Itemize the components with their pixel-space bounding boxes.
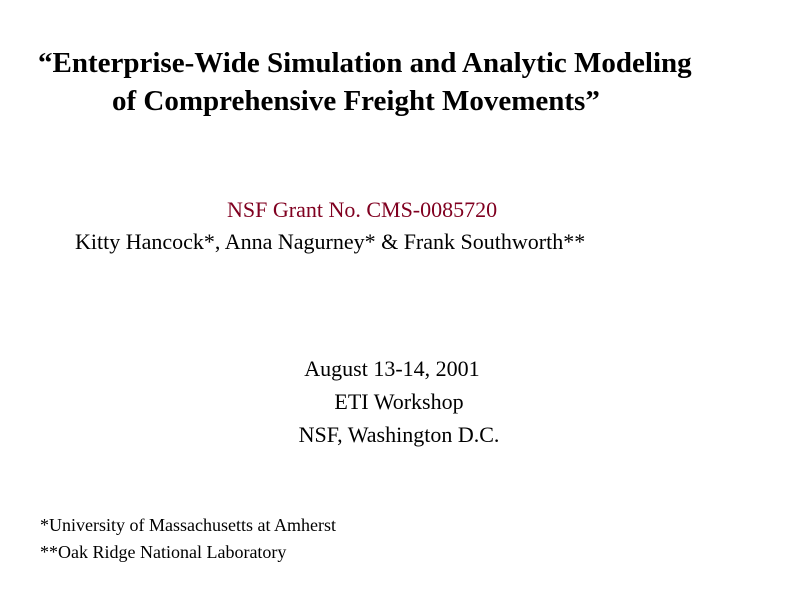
footnote-ornl: **Oak Ridge National Laboratory	[40, 542, 287, 562]
author-list: Kitty Hancock*, Anna Nagurney* & Frank Southworth**	[75, 229, 586, 254]
slide-title-line-2: of Comprehensive Freight Movements”	[112, 85, 600, 117]
grant-number: NSF Grant No. CMS-0085720	[227, 197, 498, 222]
event-name: ETI Workshop	[334, 389, 464, 414]
event-date: August 13-14, 2001	[304, 356, 480, 381]
footnote-umass: *University of Massachusetts at Amherst	[40, 515, 336, 535]
slide-title-line-1: “Enterprise-Wide Simulation and Analytic Modeling	[38, 47, 692, 79]
event-location: NSF, Washington D.C.	[298, 422, 500, 447]
